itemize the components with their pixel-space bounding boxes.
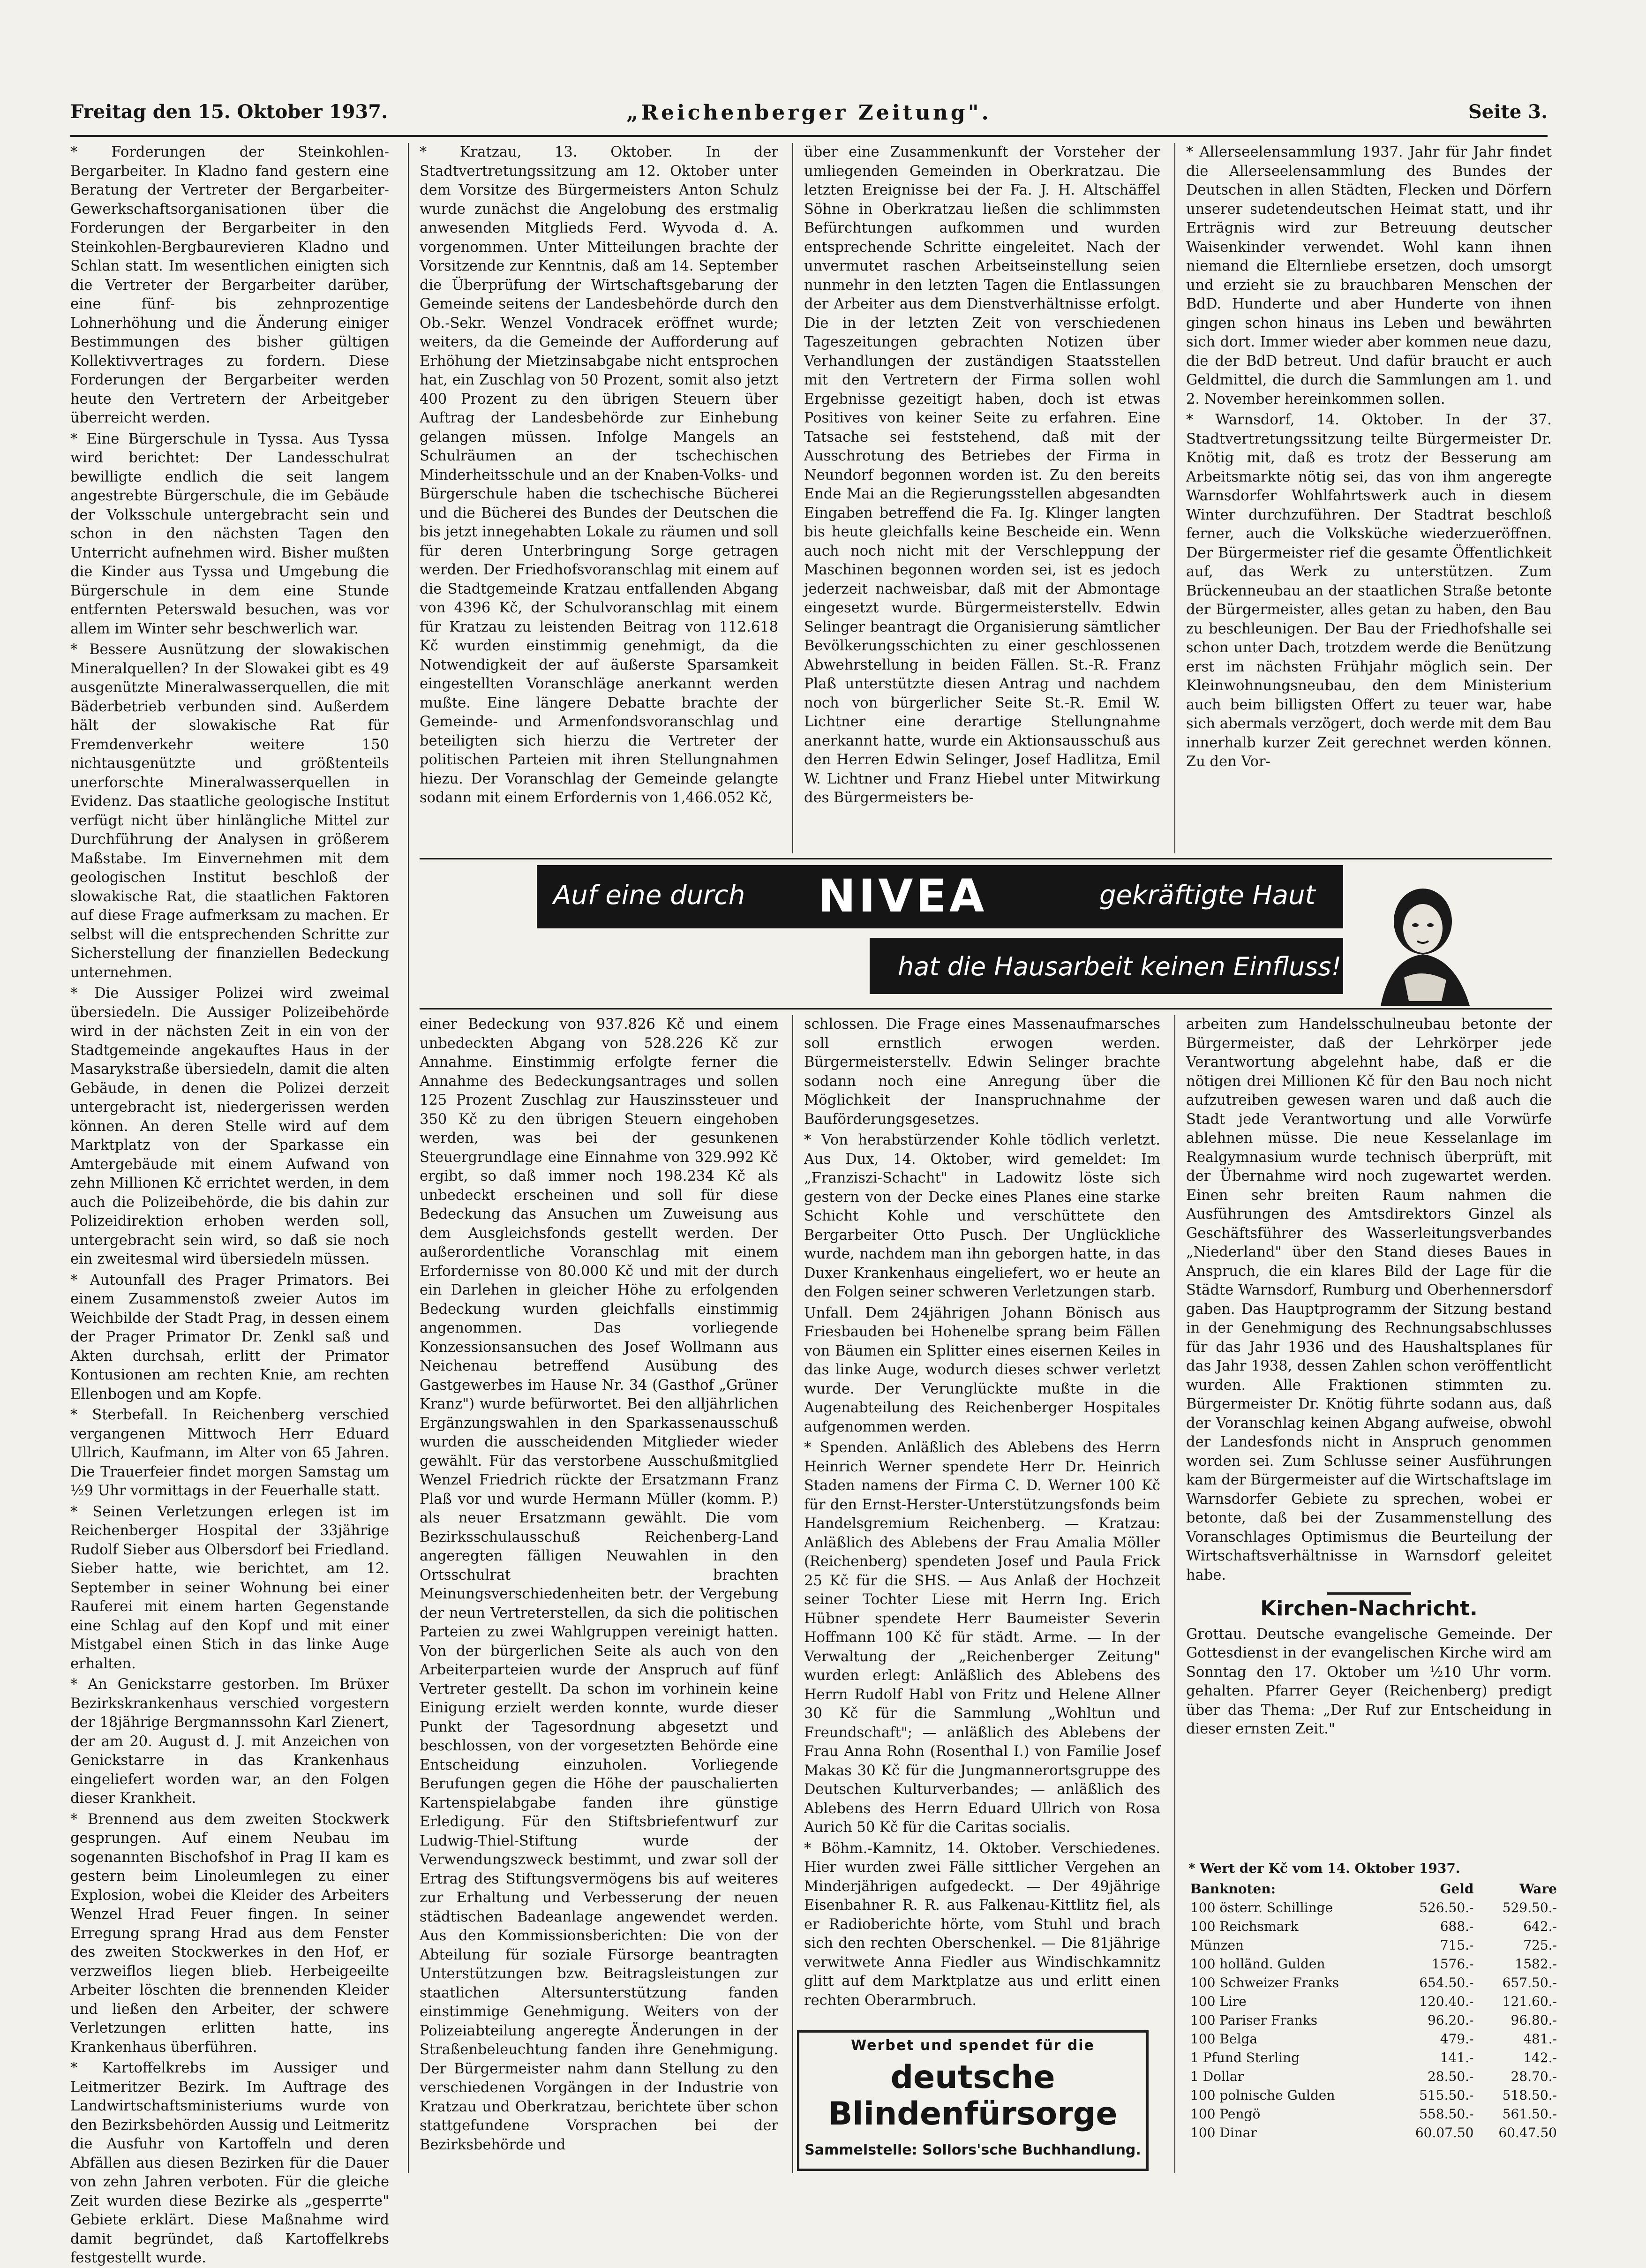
rate-bid: 479.- (1440, 2031, 1474, 2047)
column-divider (1174, 143, 1175, 853)
column-6 (804, 1015, 1160, 2014)
rate-bid: 654.50.- (1419, 1975, 1474, 1990)
column-1 (70, 143, 389, 2266)
rate-ask: 28.70.- (1511, 2069, 1557, 2084)
article: * Eine Bürgerschule in Tyssa. Aus Tyssa wird berichtet: Der Landesschulrat bewilligte endlich die seit langem angestrebte Bürgerschule, die im Gebäude der Volksschule untergebracht sein und schon in den nächsten Tagen den Unterricht aufnehmen wird. Bisher mußten die Kinder aus Tyssa und Umgebung die Bürgerschule in dem eine Stunde entfernten Peterswald besuchen, was vor allem im Winter sehr beschwerlich war. (70, 430, 389, 637)
header-date: Freitag den 15. Oktober 1937. (70, 101, 388, 123)
church-news-text: Grottau. Deutsche evangelische Gemeinde. Der Gottesdienst in der evangelischen Kirche wird am Sonntag den 17. Oktober um ½10 Uhr vorm. gehalten. Pfarrer Geyer (Reichenberg) predigt über das Thema: „Der Ruf zur Entscheidung in dieser ernsten Zeit." (1186, 1626, 1552, 1737)
article: * Kartoffelkrebs im Aussiger und Leitmeritzer Bezirk. Im Auftrage des Landwirtschaftsministeriums wurde von den Bezirksbehörden Aussig und Leitmeritz die Ausfuhr von Kartoffeln und deren Abfällen aus diesen Bezirken für die Dauer von zehn Jahren verboten. Für die gleiche Zeit wurden diese Bezirke als „gesperrte" Gebiete erklärt. Diese Maßnahme wird damit begründet, daß Kartoffelkrebs festgestellt wurde. (70, 2060, 389, 2266)
blind-ad-headline: deutsche Blindenfürsorge (828, 2059, 1118, 2132)
article: * Spenden. Anläßlich des Ablebens des Herrn Heinrich Werner spendete Herr Dr. Heinrich Staden namens der Firma C. D. Werner 100 Kč für den Ernst-Herster-Unterstützungsfonds beim Handelsgremium Reichenberg. — Kratzau: Anläßlich des Ablebens der Frau Amalia Möller (Reichenberg) spendeten Josef und Paula Frick 25 Kč für die SHS. — Aus Anlaß der Hochzeit seiner Tochter Liese mit Herrn Ing. Erich Hübner spendete Herr Baumeister Severin Hoffmann 100 Kč für städt. Arme. — In der Verwaltung der „Reichenberger Zeitung" wurden erlegt: Anläßlich des Ablebens des Herrn Rudolf Habl von Fritz und Helene Allner 30 Kč für die Sammlung „Wohltun und Freundschaft"; — anläßlich des Ablebens der Frau Anna Rohn (Rosenthal I.) von Familie Josef Makas 30 Kč für die Jungmannerortsgruppe des Deutschen Kulturverbandes; — anläßlich des Ablebens des Herrn Eduard Ullrich von Rosa Aurich 50 Kč für die Caritas socialis. (804, 1439, 1160, 1836)
ad-text-line1a: Auf eine durch (553, 880, 745, 911)
nivea-advertisement (424, 865, 1488, 1006)
article: * Bessere Ausnützung der slowakischen Mineralquellen? In der Slowakei gibt es 49 ausgenützte Mineralwasserquellen, die mit Bäderbetrieb verbunden sind. Außerdem hält der slowakische Rat für Fremdenverkehr weitere 150 nichtausgenützte und größtenteils unerforschte Mineralwasserquellen in Evidenz. Das staatliche geologische Institut verfügt nicht über hinlängliche Mittel zur Durchführung der Analysen in größerem Maßstabe. Im Einvernehmen mit dem geologischen Institut beschloß der slowakische Rat, die staatlichen Faktoren auf diese Frage aufmerksam zu machen. Er selbst will die entsprechenden Schritte zur Sicherstellung der finanziellen Bedeckung unternehmen. (70, 641, 389, 981)
rate-bid: 28.50.- (1427, 2069, 1474, 2084)
rates-row (1188, 2124, 1559, 2142)
rates-header-bid: Geld (1440, 1881, 1474, 1897)
rates-header-ask: Ware (1519, 1881, 1557, 1897)
currency-name: 100 holländ. Gulden (1190, 1956, 1325, 1972)
woman-portrait-illustration (1353, 884, 1484, 1006)
rates-header-currency: Banknoten: (1190, 1881, 1276, 1897)
rates-row (1188, 2049, 1559, 2067)
article: * Forderungen der Steinkohlen-Bergarbeiter. In Kladno fand gestern eine Beratung der Vertreter der Bergarbeiter-Gewerkschaftsorganisationen über die Forderungen der Bergarbeiter in den Steinkohlen-Bergbaurevieren Kladno und Schlan statt. Im wesentlichen einigten sich die Vertreter der Bergarbeiter darüber, eine fünf- bis zehnprozentige Lohnerhöhung und die Änderung einiger Bestimmungen des bisher gültigen Kollektivvertrages zu fordern. Diese Forderungen der Bergarbeiter werden heute den Vertretern der Arbeitgeber überreicht werden. (70, 144, 389, 426)
rate-ask: 96.80.- (1511, 2012, 1557, 2028)
rate-bid: 60.07.50 (1415, 2125, 1474, 2140)
rate-ask: 1582.- (1515, 1956, 1557, 1972)
column-divider (792, 143, 793, 853)
rate-bid: 141.- (1440, 2050, 1474, 2065)
column-divider (1174, 1015, 1175, 2173)
rate-ask: 725.- (1523, 1937, 1557, 1953)
rate-bid: 96.20.- (1427, 2012, 1474, 2028)
rate-ask: 481.- (1523, 2031, 1557, 2047)
currency-name: 1 Pfund Sterling (1190, 2050, 1300, 2065)
ad-bottom-rule (420, 1008, 1552, 1010)
header-title: „Reichenberger Zeitung". (626, 101, 992, 125)
ad-brand-logo: NIVEA (818, 870, 987, 922)
rates-row (1188, 2105, 1559, 2124)
currency-name: 100 Belga (1190, 2031, 1258, 2047)
rate-bid: 1576.- (1431, 1956, 1474, 1972)
currency-name: 100 Schweizer Franks (1190, 1975, 1339, 1990)
rates-row (1188, 1899, 1559, 1917)
ad-text-line2: hat die Hausarbeit keinen Einfluss! (898, 952, 1342, 981)
rate-ask: 121.60.- (1502, 1994, 1557, 2009)
article: * Warnsdorf, 14. Oktober. In der 37. Stadtvertretungssitzung teilte Bürgermeister Dr. Knötig mit, daß es trotz der Besserung am Arbeitsmarkte nötig sei, das von ihm angeregte Warnsdorfer Wohlfahrtswerk auch in diesem Winter durchzuführen. Der Stadtrat beschloß ferner, auch die Volksküche wiederzueröffnen. Der Bürgermeister rief die gesamte Öffentlichkeit auf, das Werk zu unterstützen. Zum Brückenneubau an der staatlichen Straße betonte der Bürgermeister, alles getan zu haben, den Bau zu beschleunigen. Der Bau der Friedhofshalle sei schon unter Dach, trotzdem werde die Benützung erst im nächsten Frühjahr möglich sein. Der Kleinwohnungsneubau, den dem Ministerium auch beim billigsten Offert zu teuer war, habe sich abermals verzögert, doch werde mit dem Bau innerhalb kurzer Zeit gerechnet werden können. Zu den Vor- (1186, 412, 1552, 770)
rate-bid: 526.50.- (1419, 1900, 1474, 1915)
rates-row (1188, 2086, 1559, 2105)
column-5 (420, 1015, 778, 2173)
ad-top-rule (420, 858, 1552, 859)
article: einer Bedeckung von 937.826 Kč und einem unbedeckten Abgang von 528.226 Kč zur Annahme. Einstimmig erfolgte ferner die Annahme des Bedeckungsantrages und sollen 125 Prozent Zuschlag zur Hauszinssteuer und 350 Kč zu den übrigen Steuern eingehoben werden, was bei der gesunkenen Steuergrundlage eine Einnahme von 329.992 Kč ergibt, so daß immer noch 198.234 Kč als unbedeckt erscheinen und soll für diese Bedeckung das Ansuchen um Zuweisung aus dem Ausgleichsfonds gestellt werden. Der außerordentliche Voranschlag mit einem Erfordernisse von 80.000 Kč und mit der durch ein Darlehen in gleicher Höhe zu erfolgenden Bedeckung wurden gleichfalls einstimmig angenommen. Das vorliegende Konzessionsansuchen des Josef Wollmann aus Neichenau betreffend Ausübung des Gastgewerbes im Hause Nr. 34 (Gasthof „Grüner Kranz") wurde befürwortet. Bei den alljährlichen Ergänzungswahlen in den Sparkassenausschuß wurden die ausscheidenden Mitglieder wieder gewählt. Für das verstorbene Ausschußmitglied Wenzel Friedrich rückte der Ersatzmann Franz Plaß vor und wurde Hermann Müller (komm. P.) als neuer Ersatzmann gewählt. Die vom Bezirksschulausschuß Reichenberg-Land angeregten fälligen Neuwahlen in den Ortsschulrat brachten Meinungsverschiedenheiten betr. der Vergebung der neun Vertreterstellen, da sich die politischen Parteien zu zwei Wahlgruppen vereinigt hatten. Von der bürgerlichen Seite als auch von den Arbeiterparteien wurde der Anspruch auf fünf Vertreter gestellt. Da schon im vorhinein keine Einigung erzielt werden konnte, wurde dieser Punkt der Tagesordnung abgesetzt und beschlossen, von der vorgesetzten Behörde eine Entscheidung einzuholen. Vorliegende Berufungen gegen die Höhe der pauschalierten Kartenspielabgabe fanden ihre günstige Erledigung. Für den Stiftsbriefentwurf zur Ludwig-Thiel-Stiftung wurde der Verwendungszweck bestimmt, und zwar soll der Ertrag des Stiftungsvermögens bis auf weiteres zur Erhaltung und Verbesserung der neuen städtischen Badeanlage angewendet werden. Aus den Kommissionsberichten: Die von der Abteilung für soziale Fürsorge beantragten Unterstützungen bzw. Beitragsleistungen zur staatlichen Altersunterstützung fanden einstimmige Genehmigung. Weiters von der Polizeiabteilung angeregte Änderungen in der Straßenbeleuchtung fanden ihre Genehmigung. Der Bürgermeister nahm dann Stellung zu den verschiedenen Vorgängen in der Industrie von Kratzau und Oberkratzau, berichtete über schon stattgefundene Vorsprachen bei der Bezirksbehörde und (420, 1016, 778, 2153)
column-4 (1186, 143, 1552, 853)
column-divider (792, 1015, 793, 2173)
currency-name: 100 österr. Schillinge (1190, 1900, 1333, 1915)
rate-ask: 142.- (1523, 2050, 1557, 2065)
currency-name: Münzen (1190, 1937, 1244, 1953)
header-page-number: Seite 3. (1468, 101, 1548, 123)
rate-bid: 688.- (1440, 1919, 1474, 1934)
column-3 (804, 143, 1160, 853)
rates-row (1188, 2067, 1559, 2086)
rate-ask: 529.50.- (1502, 1900, 1557, 1915)
church-news-heading: Kirchen-Nachricht. (1260, 1597, 1478, 1620)
rates-row (1188, 1974, 1559, 1992)
article: * Seinen Verletzungen erlegen ist im Reichenberger Hospital der 33jährige Rudolf Sieber aus Olbersdorf bei Friedland. Sieber hatte, wie berichtet, am 12. September in seiner Wohnung bei einer Rauferei mit einem harten Gegenstande eine Schlag auf den Kopf und mit einer Mistgabel einen Stich in das linke Auge erhalten. (70, 1503, 389, 1672)
rate-ask: 657.50.- (1502, 1975, 1557, 1990)
rate-ask: 561.50.- (1502, 2106, 1557, 2122)
rates-title: * Wert der Kč vom 14. Oktober 1937. (1188, 1861, 1460, 1876)
column-7 (1186, 1015, 1552, 1845)
currency-name: 100 Reichsmark (1190, 1919, 1299, 1934)
article: über eine Zusammenkunft der Vorsteher der umliegenden Gemeinden in Oberkratzau. Die letzten Ereignisse bei der Fa. J. H. Altschäffel Söhne in Oberkratzau ließen die schlimmsten Befürchtungen aufkommen und wurden entsprechende Schritte eingeleitet. Nach der unvermutet raschen Arbeitseinstellung seien nunmehr in den letzten Tagen die Entlassungen der Arbeiter aus dem Dienstverhältnisse erfolgt. Die in der letzten Zeit von verschiedenen Tageszeitungen gebrachten Notizen über Verhandlungen der zuständigen Staatsstellen mit den Vertretern der Firma sollen wohl Ergebnisse gezeitigt haben, doch ist etwas Positives von keiner Seite zu erfahren. Eine Tatsache sei feststehend, daß mit der Ausschrotung des Betriebes der Firma in Neundorf begonnen worden ist. Zu den bereits Ende Mai an die Regierungsstellen abgesandten Eingaben betreffend die Fa. Ig. Klinger langten bis heute gleichfalls keine Bescheide ein. Wenn auch noch nicht mit der Verschleppung der Maschinen begonnen worden sei, ist es jedoch jederzeit nachweisbar, daß mit der Abmontage eingesetzt wurde. Bürgermeisterstellv. Edwin Selinger beantragt die Organisierung sämtlicher Bevölkerungsschichten zu einer geschlossenen Abwehrstellung in beiden Fällen. St.-R. Franz Plaß unterstützte diesen Antrag und nachdem noch von bürgerlicher Seite St.-R. Emil W. Lichtner eine derartige Stellungnahme anerkannt hatte, wurde ein Aktionsausschuß aus den Herren Edwin Selinger, Josef Hadlitza, Emil W. Lichtner und Franz Hiebel unter Mitwirkung des Bürgermeisters be- (804, 144, 1160, 806)
rates-row (1188, 2030, 1559, 2049)
rate-bid: 715.- (1440, 1937, 1474, 1953)
rates-row (1188, 1955, 1559, 1974)
article: * An Genickstarre gestorben. Im Brüxer Bezirkskrankenhaus verschied vorgestern der 18jährige Bergmannssohn Karl Zienert, der am 20. August d. J. mit Anzeichen von Genickstarre in das Krankenhaus eingeliefert worden war, an den Folgen dieser Krankheit. (70, 1676, 389, 1807)
header-rule (70, 135, 1548, 137)
blind-ad-address: Sammelstelle: Sollors'sche Buchhandlung. (804, 2142, 1141, 2158)
article: * Brennend aus dem zweiten Stockwerk gesprungen. Auf einem Neubau im sogenannten Bischofshof in Prag II kam es gestern beim Linoleumlegen zu einer Explosion, wobei die Kleider des Arbeiters Wenzel Hrad Feuer fingen. In seiner Erregung sprang Hrad aus dem Fenster des zweiten Stockwerkes in den Hof, er verzweiflos liegen blieb. Herbeigeeilte Arbeiter löschten die brennenden Kleider und ließen den Arbeiter, der schwere Verletzungen erlitten hatte, ins Krankenhaus überführen. (70, 1811, 389, 2056)
currency-name: 100 Pariser Franks (1190, 2012, 1318, 2028)
currency-name: 100 Dinar (1190, 2125, 1257, 2140)
article: * Die Aussiger Polizei wird zweimal übersiedeln. Die Aussiger Polizeibehörde wird in der nächsten Zeit in ein von der Stadtgemeinde angekauftes Haus in der Masarykstraße übersiedeln, damit die alten Gebäude, in denen die Polizei derzeit untergebracht ist, niedergerissen werden können. An deren Stelle wird auf dem Marktplatz von der Sparkasse ein Amtergebäude mit einem Aufwand von zehn Millionen Kč errichtet werden, in dem auch die Polizeibehörde, die bis dahin zur Polizeidirektion erhoben werden soll, untergebracht sein wird, so daß sie noch ein zweitesmal wird übersiedeln müssen. (70, 985, 389, 1267)
article: * Autounfall des Prager Primators. Bei einem Zusammenstoß zweier Autos im Weichbilde der Stadt Prag, in dessen einem der Prager Primator Dr. Zenkl saß und Akten durchsah, erlitt der Primator Kontusionen am rechten Knie, am rechten Ellenbogen und am Kopfe. (70, 1272, 389, 1402)
rates-row (1188, 1992, 1559, 2011)
rates-row (1188, 2011, 1559, 2030)
rate-ask: 518.50.- (1502, 2087, 1557, 2103)
rates-row (1188, 1936, 1559, 1955)
rate-ask: 60.47.50 (1498, 2125, 1557, 2140)
article: * Böhm.-Kamnitz, 14. Oktober. Verschiedenes. Hier wurden zwei Fälle sittlicher Vergehen an Minderjährigen aufgedeckt. — Der 49jährige Eisenbahner R. R. aus Falkenau-Kittlitz fiel, als er Radioberichte hörte, vom Stuhl und brach sich den rechten Oberschenkel. — Die 81jährige verwitwete Anna Fiedler aus Windischkamnitz glitt auf dem Marktplatze aus und erlitt einen rechten Oberarmbruch. (804, 1840, 1160, 2009)
rates-row (1188, 1917, 1559, 1936)
article: * Von herabstürzender Kohle tödlich verletzt. Aus Dux, 14. Oktober, wird gemeldet: Im „Franziszi-Schacht" in Ladowitz löste sich gestern von der Decke eines Planes eine starke Schicht Kohle und verschüttete den Bergarbeiter Otto Pusch. Der Unglückliche wurde, nachdem man ihn geborgen hatte, in das Duxer Krankenhaus eingeliefert, wo er heute an den Folgen seiner schweren Verletzungen starb. (804, 1132, 1160, 1300)
rate-bid: 558.50.- (1419, 2106, 1474, 2122)
column-2 (420, 143, 778, 853)
currency-name: 100 polnische Gulden (1190, 2087, 1335, 2103)
article: * Kratzau, 13. Oktober. In der Stadtvertretungssitzung am 12. Oktober unter dem Vorsitze des Bürgermeisters Anton Schulz wurde zunächst die Angelobung des erstmalig anwesenden Mitglieds Ferd. Wyvoda d. A. vorgenommen. Unter Mitteilungen brachte der Vorsitzende zur Kenntnis, daß am 14. September die Überprüfung der Wirtschaftsgebarung der Gemeinde seitens der Landesbehörde durch den Ob.-Sekr. Wenzel Vondracek eröffnet wurde; weiters, da die Gemeinde der Aufforderung auf Erhöhung der Mietzinsabgabe nicht entsprochen hat, ein Zuschlag von 50 Prozent, somit also jetzt 400 Prozent zu den übrigen Steuern über Auftrag der Landesbehörde zur Einhebung gelangen müssen. Infolge Mangels an Schulräumen an der tschechischen Minderheitsschule und an der Knaben-Volks- und Bürgerschule haben die tschechische Bücherei und die Bücherei des Bundes der Deutschen die bis jetzt innegehabten Lokale zu räumen und soll für deren Unterbringung Sorge getragen werden. Der Friedhofsvoranschlag mit einem auf die Stadtgemeinde Kratzau entfallenden Abgang von 4396 Kč, der Schulvoranschlag mit einem für Kratzau zu leistenden Beitrag von 112.618 Kč wurden einstimmig genehmigt, da die Notwendigkeit der auf äußerste Sparsamkeit eingestellten Voranschläge anerkannt werden mußte. Eine längere Debatte brachte der Gemeinde- und Armenfondsvoranschlag und beteiligten sich hierzu die Vertreter der politischen Parteien mit ihren Stellungnahmen hiezu. Der Voranschlag der Gemeinde gelangte sodann mit einem Erfordernis von 1,466.052 Kč, (420, 144, 778, 806)
page-header (70, 101, 1548, 134)
article: arbeiten zum Handelsschulneubau betonte der Bürgermeister, daß der Lehrkörper jede Verantwortung abgelehnt habe, daß er die nötigen drei Millionen Kč für den Bau noch nicht aufzutreiben gewesen waren und daß auch die Stadt jede Verantwortung und alle Vorwürfe ablehnen müsse. Die neue Kesselanlage im Realgymnasium wurde technisch überprüft, mit der Übernahme wird noch zugewartet werden. Einen sehr breiten Raum nahmen die Ausführungen des Amtsdirektors Ginzel als Geschäftsführer des Wasserleitungsverbandes „Niederland" über den Stand dieses Baues in Anspruch, die ein klares Bild der Lage für die Städte Warnsdorf, Rumburg und Oberhennersdorf gaben. Das Hauptprogramm der Sitzung bestand in der Genehmigung des Rechnungsabschlusses für das Jahr 1936 und des Haushaltsplanes für das Jahr 1938, dessen Zahlen schon veröffentlicht wurden. Alle Fraktionen stimmten zu. Bürgermeister Dr. Knötig führte sodann aus, daß der Voranschlag keinen Abgang aufweise, obwohl der Landesfonds nicht in Anspruch genommen worden sei. Zum Schlusse seiner Ausführungen kam der Bürgermeister auf die Wirtschaftslage im Warnsdorfer Gebiete zu sprechen, wobei er betonte, daß bei der Zusammenstellung des Voranschlages Optimismus die Beurteilung der Wirtschaftsverhältnisse in Warnsdorf geleitet habe. (1186, 1016, 1552, 1583)
rate-ask: 642.- (1523, 1919, 1557, 1934)
section-rule (1327, 1592, 1411, 1595)
column-divider (408, 143, 409, 2173)
rate-bid: 515.50.- (1419, 2087, 1474, 2103)
exchange-rates-table (1188, 1859, 1559, 2142)
currency-name: 100 Lire (1190, 1994, 1247, 2009)
blindenfuersorge-advertisement (797, 2030, 1149, 2171)
rate-bid: 120.40.- (1419, 1994, 1474, 2009)
article: * Sterbefall. In Reichenberg verschied vergangenen Mittwoch Herr Eduard Ullrich, Kaufmann, im Alter von 65 Jahren. Die Trauerfeier findet morgen Samstag um ½9 Uhr vormittags in der Feuerhalle statt. (70, 1407, 389, 1499)
article: schlossen. Die Frage eines Massenaufmarsches soll ernstlich erwogen werden. Bürgermeisterstellv. Edwin Selinger brachte sodann noch eine Anregung über die Möglichkeit der Inanspruchnahme der Bauförderungsgesetzes. (804, 1016, 1160, 1128)
article: * Allerseelensammlung 1937. Jahr für Jahr findet die Allerseelensammlung des Bundes der Deutschen in allen Städten, Flecken und Dörfern unserer sudetendeutschen Heimat statt, und ihr Erträgnis wird zur Betreuung deutscher Waisenkinder verwendet. Wohl kann ihnen niemand die Elternliebe ersetzen, doch umsorgt und erzieht sie zu brauchbaren Menschen der BdD. Hunderte und aber Hunderte von ihnen gingen schon hinaus ins Leben und bewährten sich dort. Immer wieder aber kommen neue dazu, die der BdD betreut. Und dafür braucht er auch Geldmittel, die durch die Sammlungen am 1. und 2. November hereinkommen sollen. (1186, 144, 1552, 407)
currency-name: 100 Pengö (1190, 2106, 1261, 2122)
ad-text-line1b: gekräftigte Haut (1099, 880, 1315, 911)
currency-name: 1 Dollar (1190, 2069, 1244, 2084)
article: Unfall. Dem 24jährigen Johann Bönisch aus Friesbauden bei Hohenelbe sprang beim Fällen von Bäumen ein Splitter eines eisernen Keiles in das linke Auge, wodurch dieses schwer verletzt wurde. Der Verunglückte mußte in die Augenabteilung des Reichenberger Hospitales aufgenommen werden. (804, 1304, 1160, 1435)
blind-ad-line1: Werbet und spendet für die (851, 2037, 1095, 2054)
